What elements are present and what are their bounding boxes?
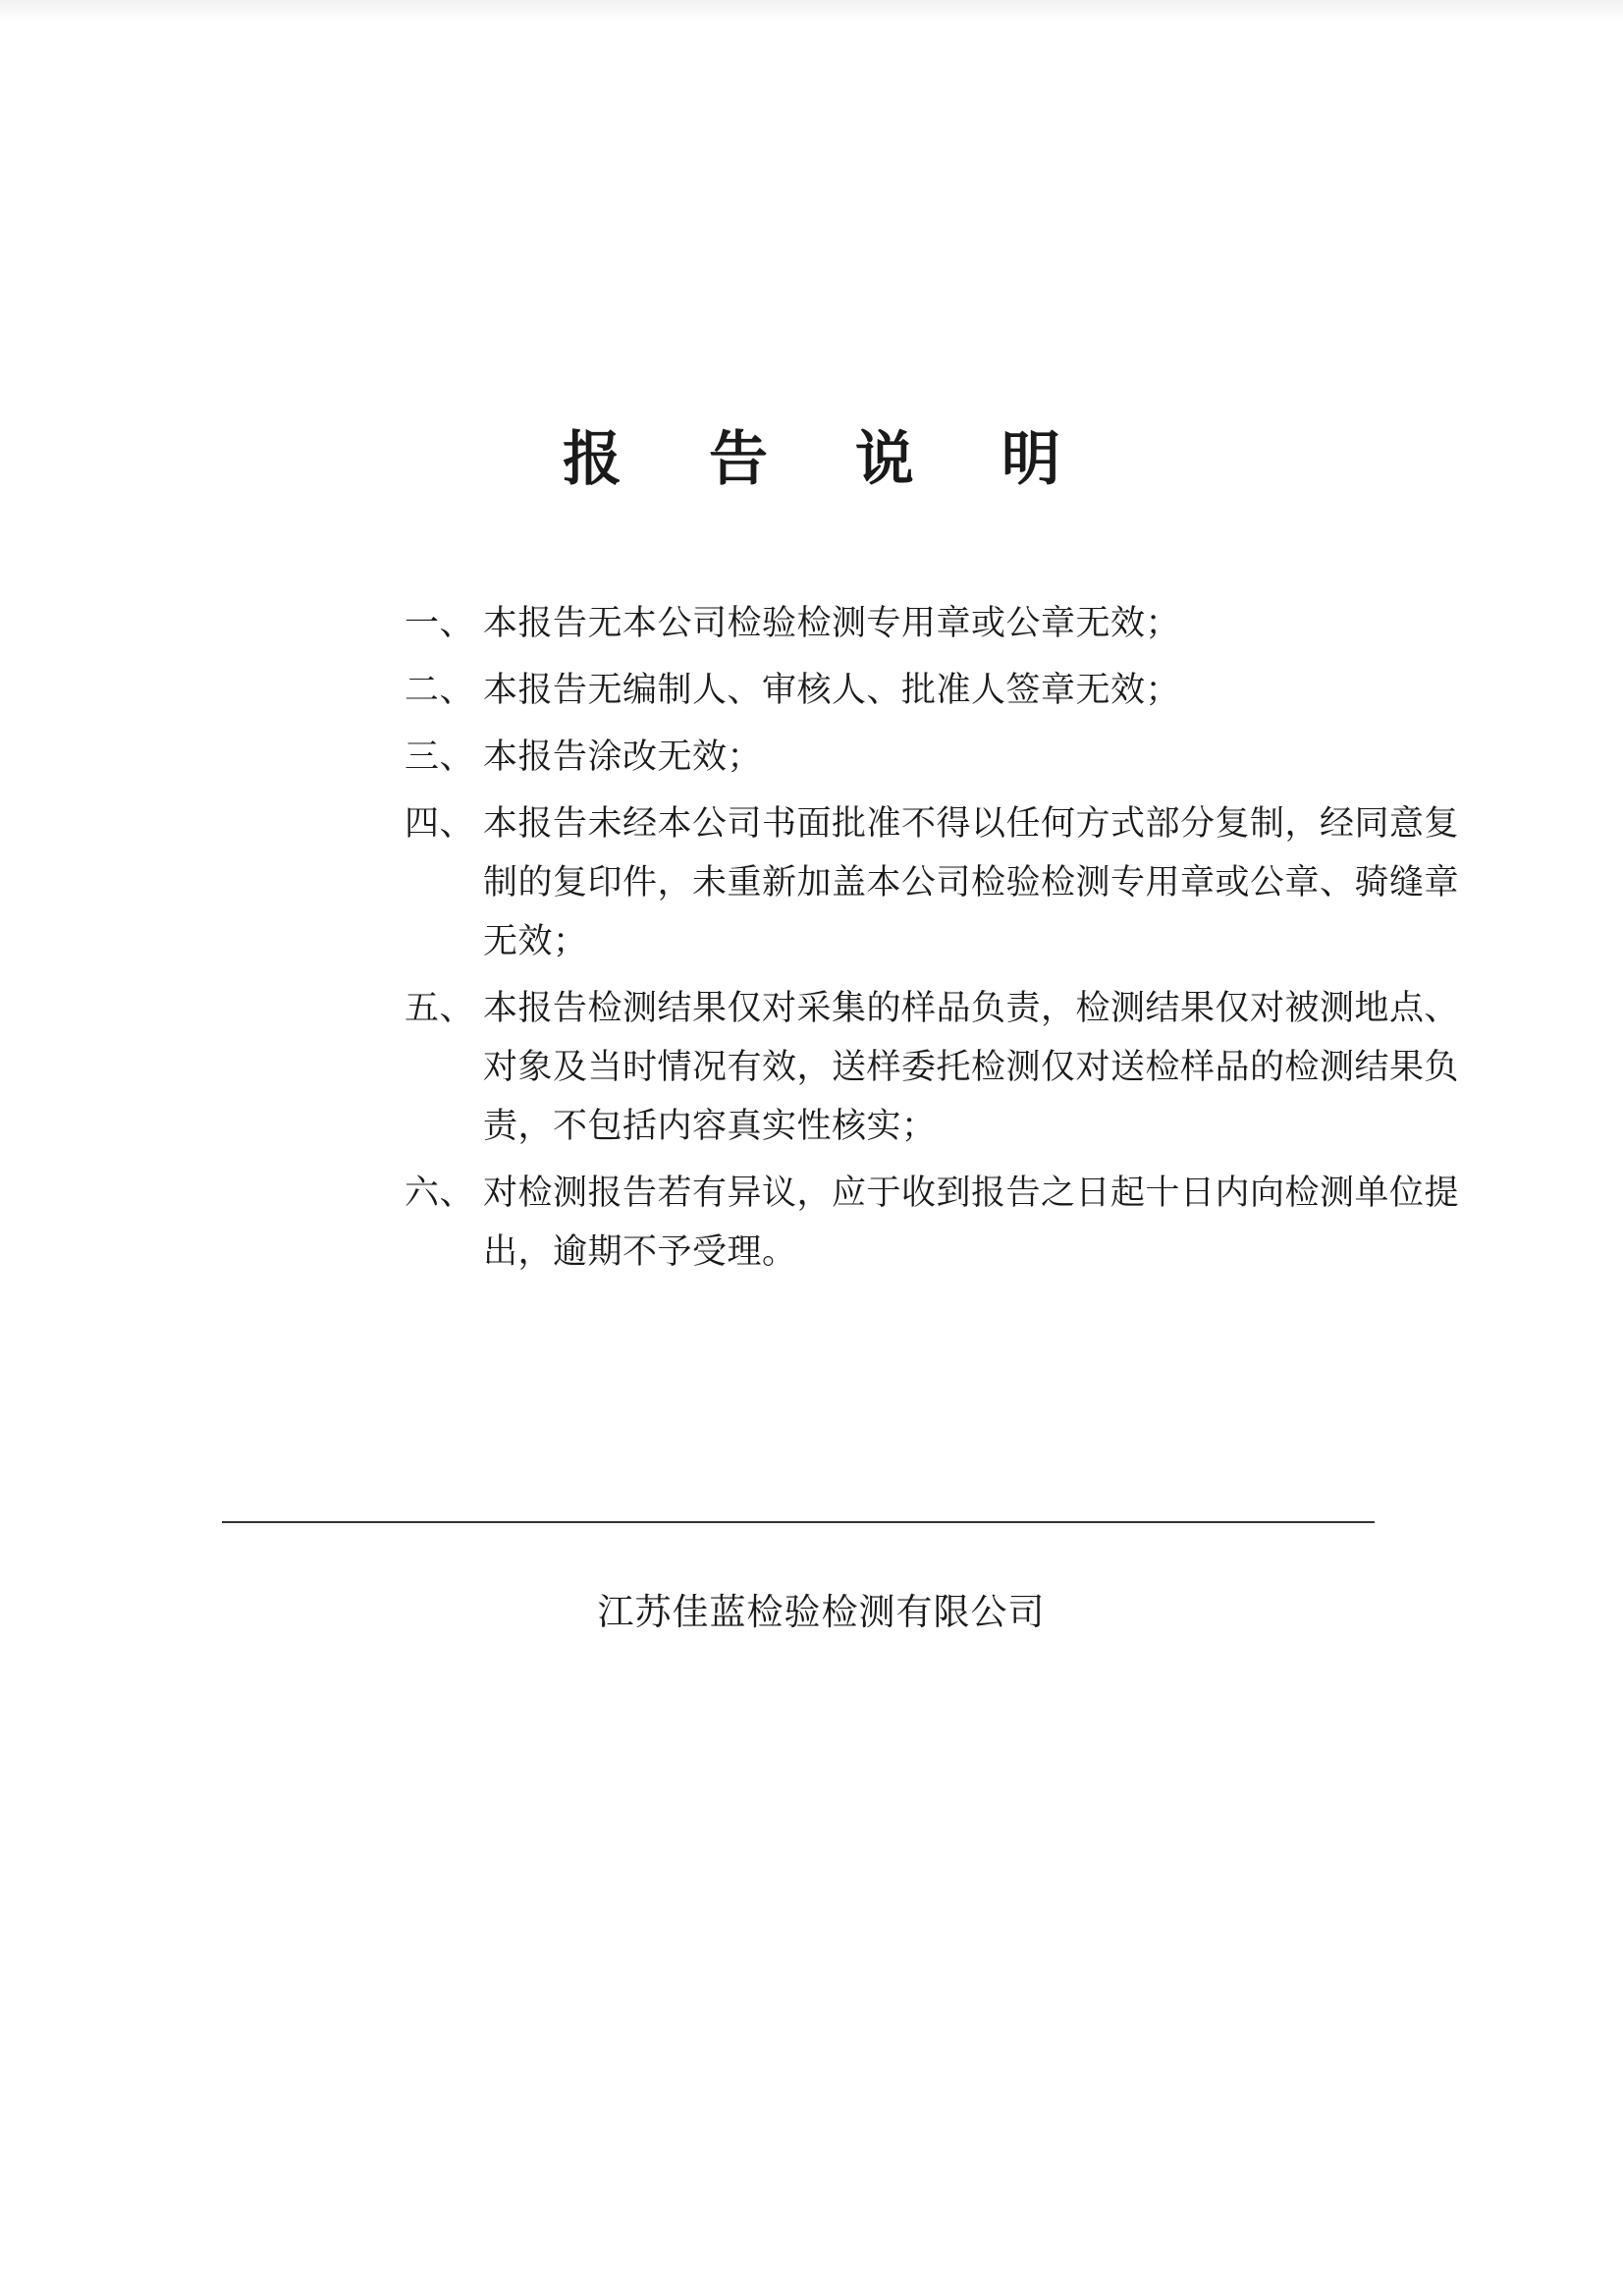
note-item-5 (405, 979, 1465, 1156)
note-text: 本报告无编制人、审核人、批准人签章无效； (483, 671, 1181, 710)
note-text: 本报告未经本公司书面批准不得以任何方式部分复制，经同意复制的复印件，未重新加盖本公司检验检测专用章或公章、骑缝章无效； (483, 804, 1460, 961)
note-number: 一、 (405, 604, 475, 643)
company-name: 江苏佳蓝检验检测有限公司 (597, 1591, 1046, 1633)
note-item-6 (405, 1164, 1465, 1282)
note-item-2 (405, 661, 1465, 720)
notes-list (405, 594, 1465, 1289)
footer-divider (222, 1521, 1375, 1523)
note-text: 本报告检测结果仅对采集的样品负责，检测结果仅对被测地点、对象及当时情况有效，送样委托检测仅对送检样品的检测结果负责，不包括内容真实性核实； (483, 989, 1460, 1146)
note-number: 六、 (405, 1174, 475, 1213)
page-title: 报 告 说 明 (563, 425, 1094, 494)
note-item-1 (405, 594, 1465, 653)
note-number: 五、 (405, 989, 475, 1028)
scan-edge (0, 0, 1623, 22)
note-number: 二、 (405, 671, 475, 710)
note-number: 四、 (405, 804, 475, 844)
note-number: 三、 (405, 738, 475, 777)
note-item-3 (405, 728, 1465, 787)
note-item-4 (405, 794, 1465, 971)
note-text: 本报告无本公司检验检测专用章或公章无效； (483, 604, 1181, 643)
note-text: 本报告涂改无效； (483, 738, 763, 777)
note-text: 对检测报告若有异议，应于收到报告之日起十日内向检测单位提出，逾期不予受理。 (483, 1174, 1460, 1272)
